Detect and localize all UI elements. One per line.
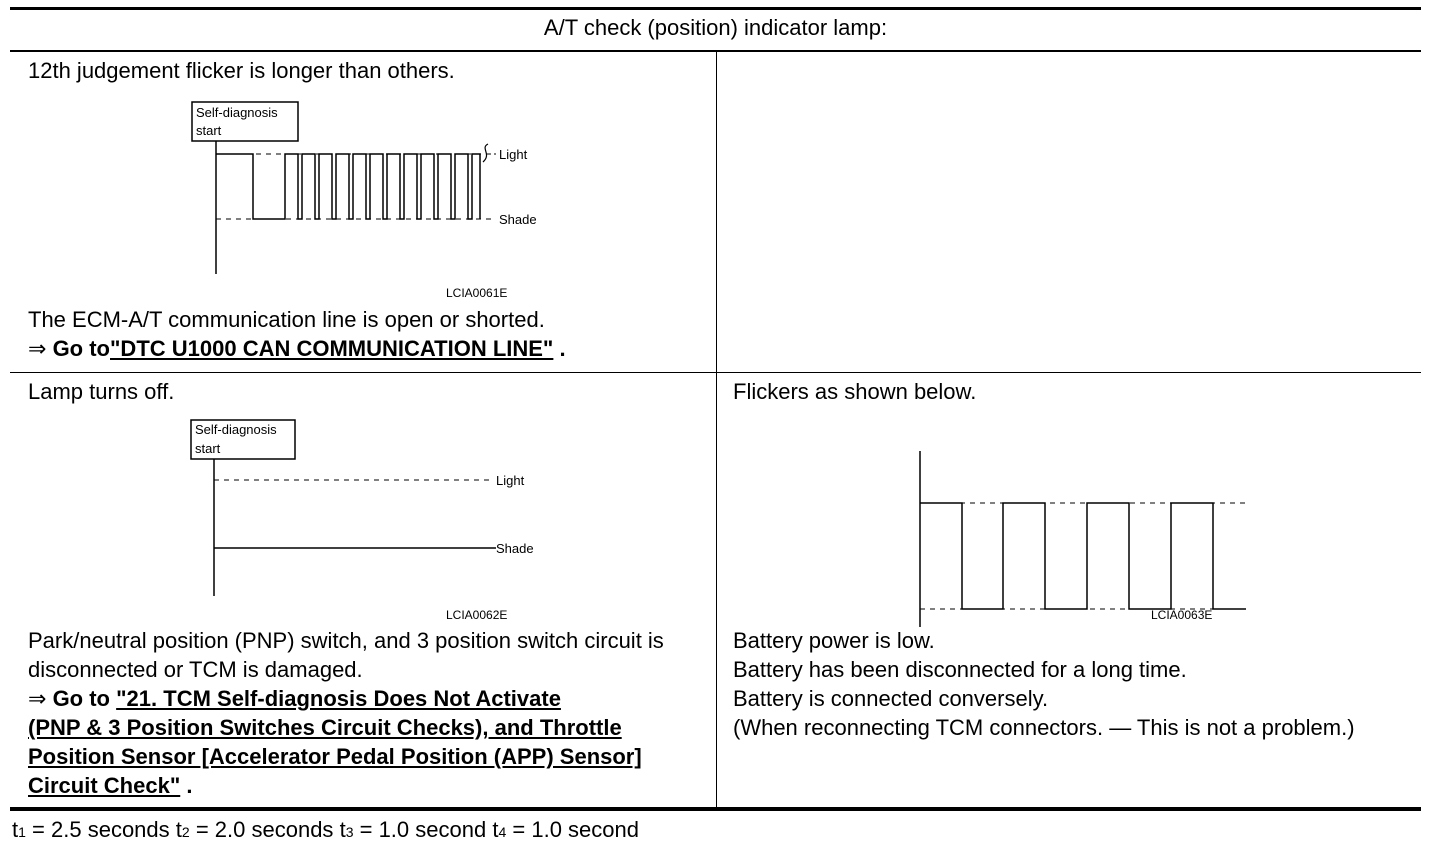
box-label-line2: start [195, 441, 221, 456]
row2-cause-line2: disconnected or TCM is damaged. [28, 657, 363, 682]
figure-id: LCIA0062E [446, 608, 508, 622]
figure-id: LCIA0063E [1151, 608, 1213, 622]
arrow-icon: ⇒ [28, 337, 47, 362]
tcm-self-diagnosis-link-line2[interactable]: (PNP & 3 Position Switches Circuit Checks), and Throttle [28, 715, 622, 740]
light-label: Light [496, 473, 525, 488]
arrow-icon: ⇒ [28, 687, 47, 712]
flicker-diagram-3 [900, 445, 1260, 635]
t4-symbol: t [492, 817, 499, 842]
t1-symbol: t [12, 817, 19, 842]
battery-cause-3: Battery is connected conversely. [733, 686, 1049, 711]
goto-prefix: Go to [52, 336, 110, 361]
battery-cause-2: Battery has been disconnected for a long time. [733, 657, 1187, 682]
goto-period: . [186, 773, 193, 798]
tcm-self-diagnosis-link-line3[interactable]: Position Sensor [Accelerator Pedal Position (APP) Sensor] [28, 744, 642, 769]
table-bottom-border [10, 807, 1421, 811]
box-label-line1: Self-diagnosis [196, 105, 278, 120]
table-top-border [10, 7, 1421, 10]
t3-symbol: t [339, 817, 346, 842]
goto-period: . [559, 336, 566, 361]
row2-goto-line [28, 684, 561, 714]
row2-cause-line1: Park/neutral position (PNP) switch, and 3 position switch circuit is [28, 628, 664, 653]
box-label-line1: Self-diagnosis [195, 422, 277, 437]
dtc-u1000-link[interactable]: "DTC U1000 CAN COMMUNICATION LINE" [110, 336, 554, 361]
row1-goto-line [28, 334, 566, 364]
light-label: Light [499, 147, 528, 162]
battery-cause-1: Battery power is low. [733, 628, 935, 653]
t1-subscript: 1 [18, 824, 26, 840]
t2-subscript: 2 [181, 824, 190, 840]
t2-symbol: t [175, 817, 182, 842]
box-label-line2: start [196, 123, 222, 138]
flicker-waveform [920, 503, 1246, 609]
flicker-waveform [216, 154, 480, 219]
shade-label: Shade [499, 212, 537, 227]
t1-value: = 2.5 seconds [32, 817, 170, 842]
row1-description: 12th judgement flicker is longer than others. [28, 58, 455, 83]
table-header-title: A/T check (position) indicator lamp: [543, 15, 888, 40]
tcm-self-diagnosis-link-line1[interactable]: "21. TCM Self-diagnosis Does Not Activate [116, 686, 561, 711]
row2-description: Lamp turns off. [28, 379, 175, 404]
t3-subscript: 3 [345, 824, 354, 840]
tcm-self-diagnosis-link-line4[interactable]: Circuit Check" [28, 773, 181, 798]
goto-prefix: Go to [52, 686, 110, 711]
t2-value: = 2.0 seconds [195, 817, 334, 842]
flicker-diagram-1 [180, 98, 560, 303]
flicker-diagram-2 [180, 416, 560, 626]
column-divider [716, 52, 717, 808]
t4-value: = 1.0 second [512, 817, 639, 842]
break-mark [483, 144, 488, 162]
battery-cause-4: (When reconnecting TCM connectors. — This is not a problem.) [733, 715, 1355, 740]
row1-cause: The ECM-A/T communication line is open or shorted. [28, 307, 545, 332]
row2-right-description: Flickers as shown below. [733, 379, 977, 404]
timing-footnote [12, 815, 639, 847]
t4-subscript: 4 [498, 824, 507, 840]
t3-value: = 1.0 second [359, 817, 487, 842]
row2-link-last-line [28, 771, 193, 800]
shade-label: Shade [496, 541, 534, 556]
figure-id: LCIA0061E [446, 286, 508, 300]
